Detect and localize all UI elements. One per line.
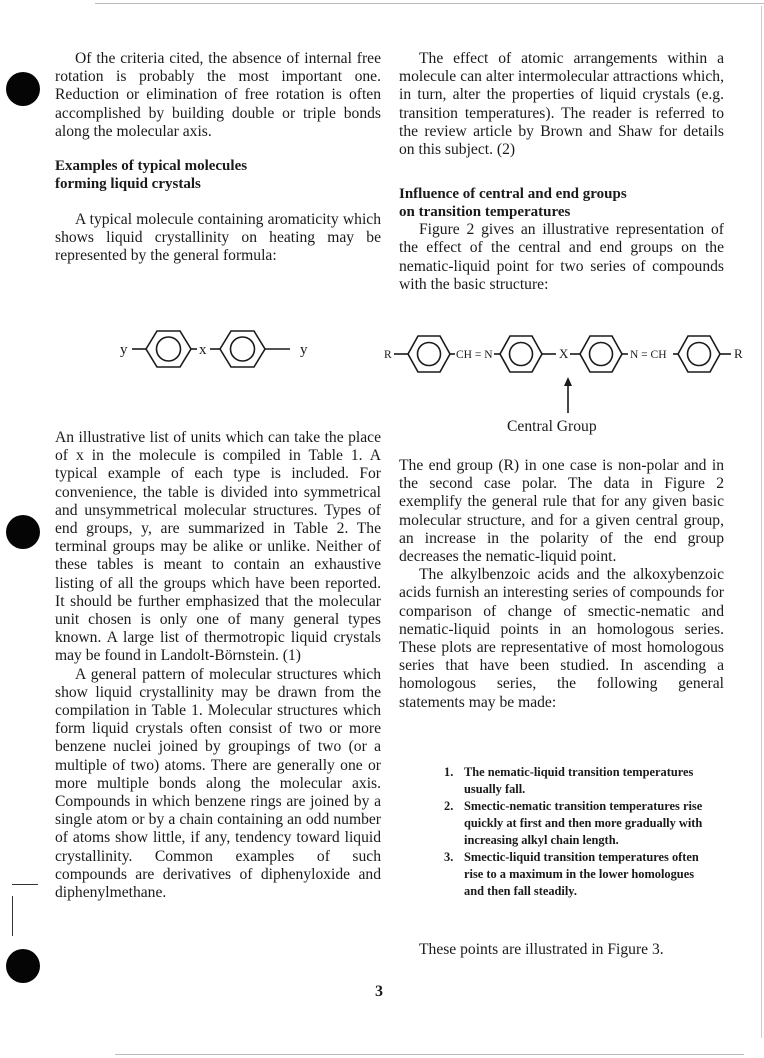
paragraph-end-group: The end group (R) in one case is non-polar and in the second case polar. The data in Figure 2 exemplify the general rule that for any given basic molecular structure, and for a given central group, an increase in the polarity of the end group decreases the nematic-liquid point. [399, 457, 724, 566]
formula-end-group-right: y [300, 342, 308, 358]
up-arrow-icon [563, 377, 573, 413]
right-column-bottom [399, 457, 724, 712]
central-group-label: Central Group [507, 418, 597, 435]
heading-influence-line2: on transition temperatures [399, 204, 571, 221]
formula-central-x: x [199, 342, 207, 358]
benzene-ring-a [408, 336, 450, 372]
margin-mark [12, 884, 38, 885]
benzene-ring-c [580, 336, 622, 372]
paragraph-atomic-effect: The effect of atomic arrangements within a molecule can alter intermolecular attractions which, in turn, alter the properties of liquid crystals (e.g. transition temperatures). The reader is referred to the review article by Brown and Shaw for details on this subject. (2) [399, 50, 724, 159]
general-formula [120, 320, 330, 378]
formula-link-ch-n: CH = N [456, 349, 493, 361]
benzene-ring-b [500, 336, 542, 372]
page-edge-bottom [115, 1054, 744, 1055]
heading-examples-line2: forming liquid crystals [55, 176, 201, 193]
list-item: 1. The nematic-liquid transition temperatures usually fall. [444, 765, 694, 796]
page-edge-top [95, 3, 764, 4]
formula-r-right: R [734, 346, 743, 361]
formula-link-n-ch: N = CH [630, 349, 667, 361]
binder-hole-top [6, 72, 40, 106]
benzene-ring-d [678, 336, 720, 372]
paragraph-alkylbenzoic: The alkylbenzoic acids and the alkoxybenzoic acids furnish an interesting series of compounds for comparison of change of smectic-nematic and nematic-liquid points in an homologous series. These plots are representative of most homologous series that have been studied. In ascending a homologous series, the following general statements may be made: [399, 566, 724, 711]
formula-end-group-left: y [120, 342, 128, 358]
right-column-end [399, 941, 724, 959]
margin-mark-vertical [12, 896, 13, 936]
list-item: 2. Smectic-nematic transition temperatures rise quickly at first and then more gradually with increasing alkyl chain length. [444, 799, 703, 847]
binder-hole-bottom [6, 949, 40, 983]
binder-hole-middle [6, 515, 40, 549]
paragraph-figure-2: Figure 2 gives an illustrative representation of the effect of the central and end groups on the nematic-liquid point for two series of compounds with the basic structure: [399, 221, 724, 293]
left-column-top [55, 50, 381, 266]
formula-central-x: X [559, 346, 569, 361]
paragraph-typical-molecule: A typical molecule containing aromaticity which shows liquid crystallinity on heating may be represented by the general formula: [55, 211, 381, 265]
paragraph-figure-3: These points are illustrated in Figure 3. [419, 941, 664, 958]
paragraph-illustrative-list: An illustrative list of units which can take the place of x in the molecule is compiled in Table 1. A typical example of each type is included. For convenience, the table is divided into symmetrical and unsymmetrical molecular structures. Types of end groups, y, are summarized in Table 2. The terminal groups may be alike or unlike. Neither of these tables is meant to contain an exhaustive listing of all the groups which have been reported. It should be further emphasized that the molecular unit chosen is only one of many general types known. A large list of thermotropic liquid crystals may be found in Landolt-Börnstein. (1) [55, 429, 381, 665]
page-number: 3 [375, 983, 383, 1000]
heading-examples-line1: Examples of typical molecules [55, 158, 248, 175]
basic-structure-formula [384, 325, 760, 383]
list-item: 3. Smectic-liquid transition temperatures often rise to a maximum in the lower homologues and then fall steadily. [444, 850, 699, 898]
statements-list [444, 764, 704, 900]
formula-r-left: R [384, 349, 392, 361]
paragraph-free-rotation: Of the criteria cited, the absence of internal free rotation is probably the most important one. Reduction or elimination of free rotation is often accomplished by building double or triple bonds along the molecular axis. [55, 50, 381, 140]
paragraph-general-pattern: A general pattern of molecular structures which show liquid crystallinity may be drawn from the compilation in Table 1. Molecular structures which form liquid crystals often consist of two or more benzene nuclei joined by groupings of two (or a multiple of two) atoms. There are generally one or more multiple bonds along the molecular axis. Compounds in which benzene rings are joined by a single atom or by a chain containing an odd number of atoms show little, if any, tendency toward liquid crystallinity. Common examples of such compounds are derivatives of diphenyloxide and diphenylmethane. [55, 665, 381, 902]
page-edge-right [761, 6, 762, 1038]
left-column-bottom [55, 429, 381, 902]
right-column-top [399, 50, 724, 294]
heading-influence-line1: Influence of central and end groups [399, 186, 627, 203]
